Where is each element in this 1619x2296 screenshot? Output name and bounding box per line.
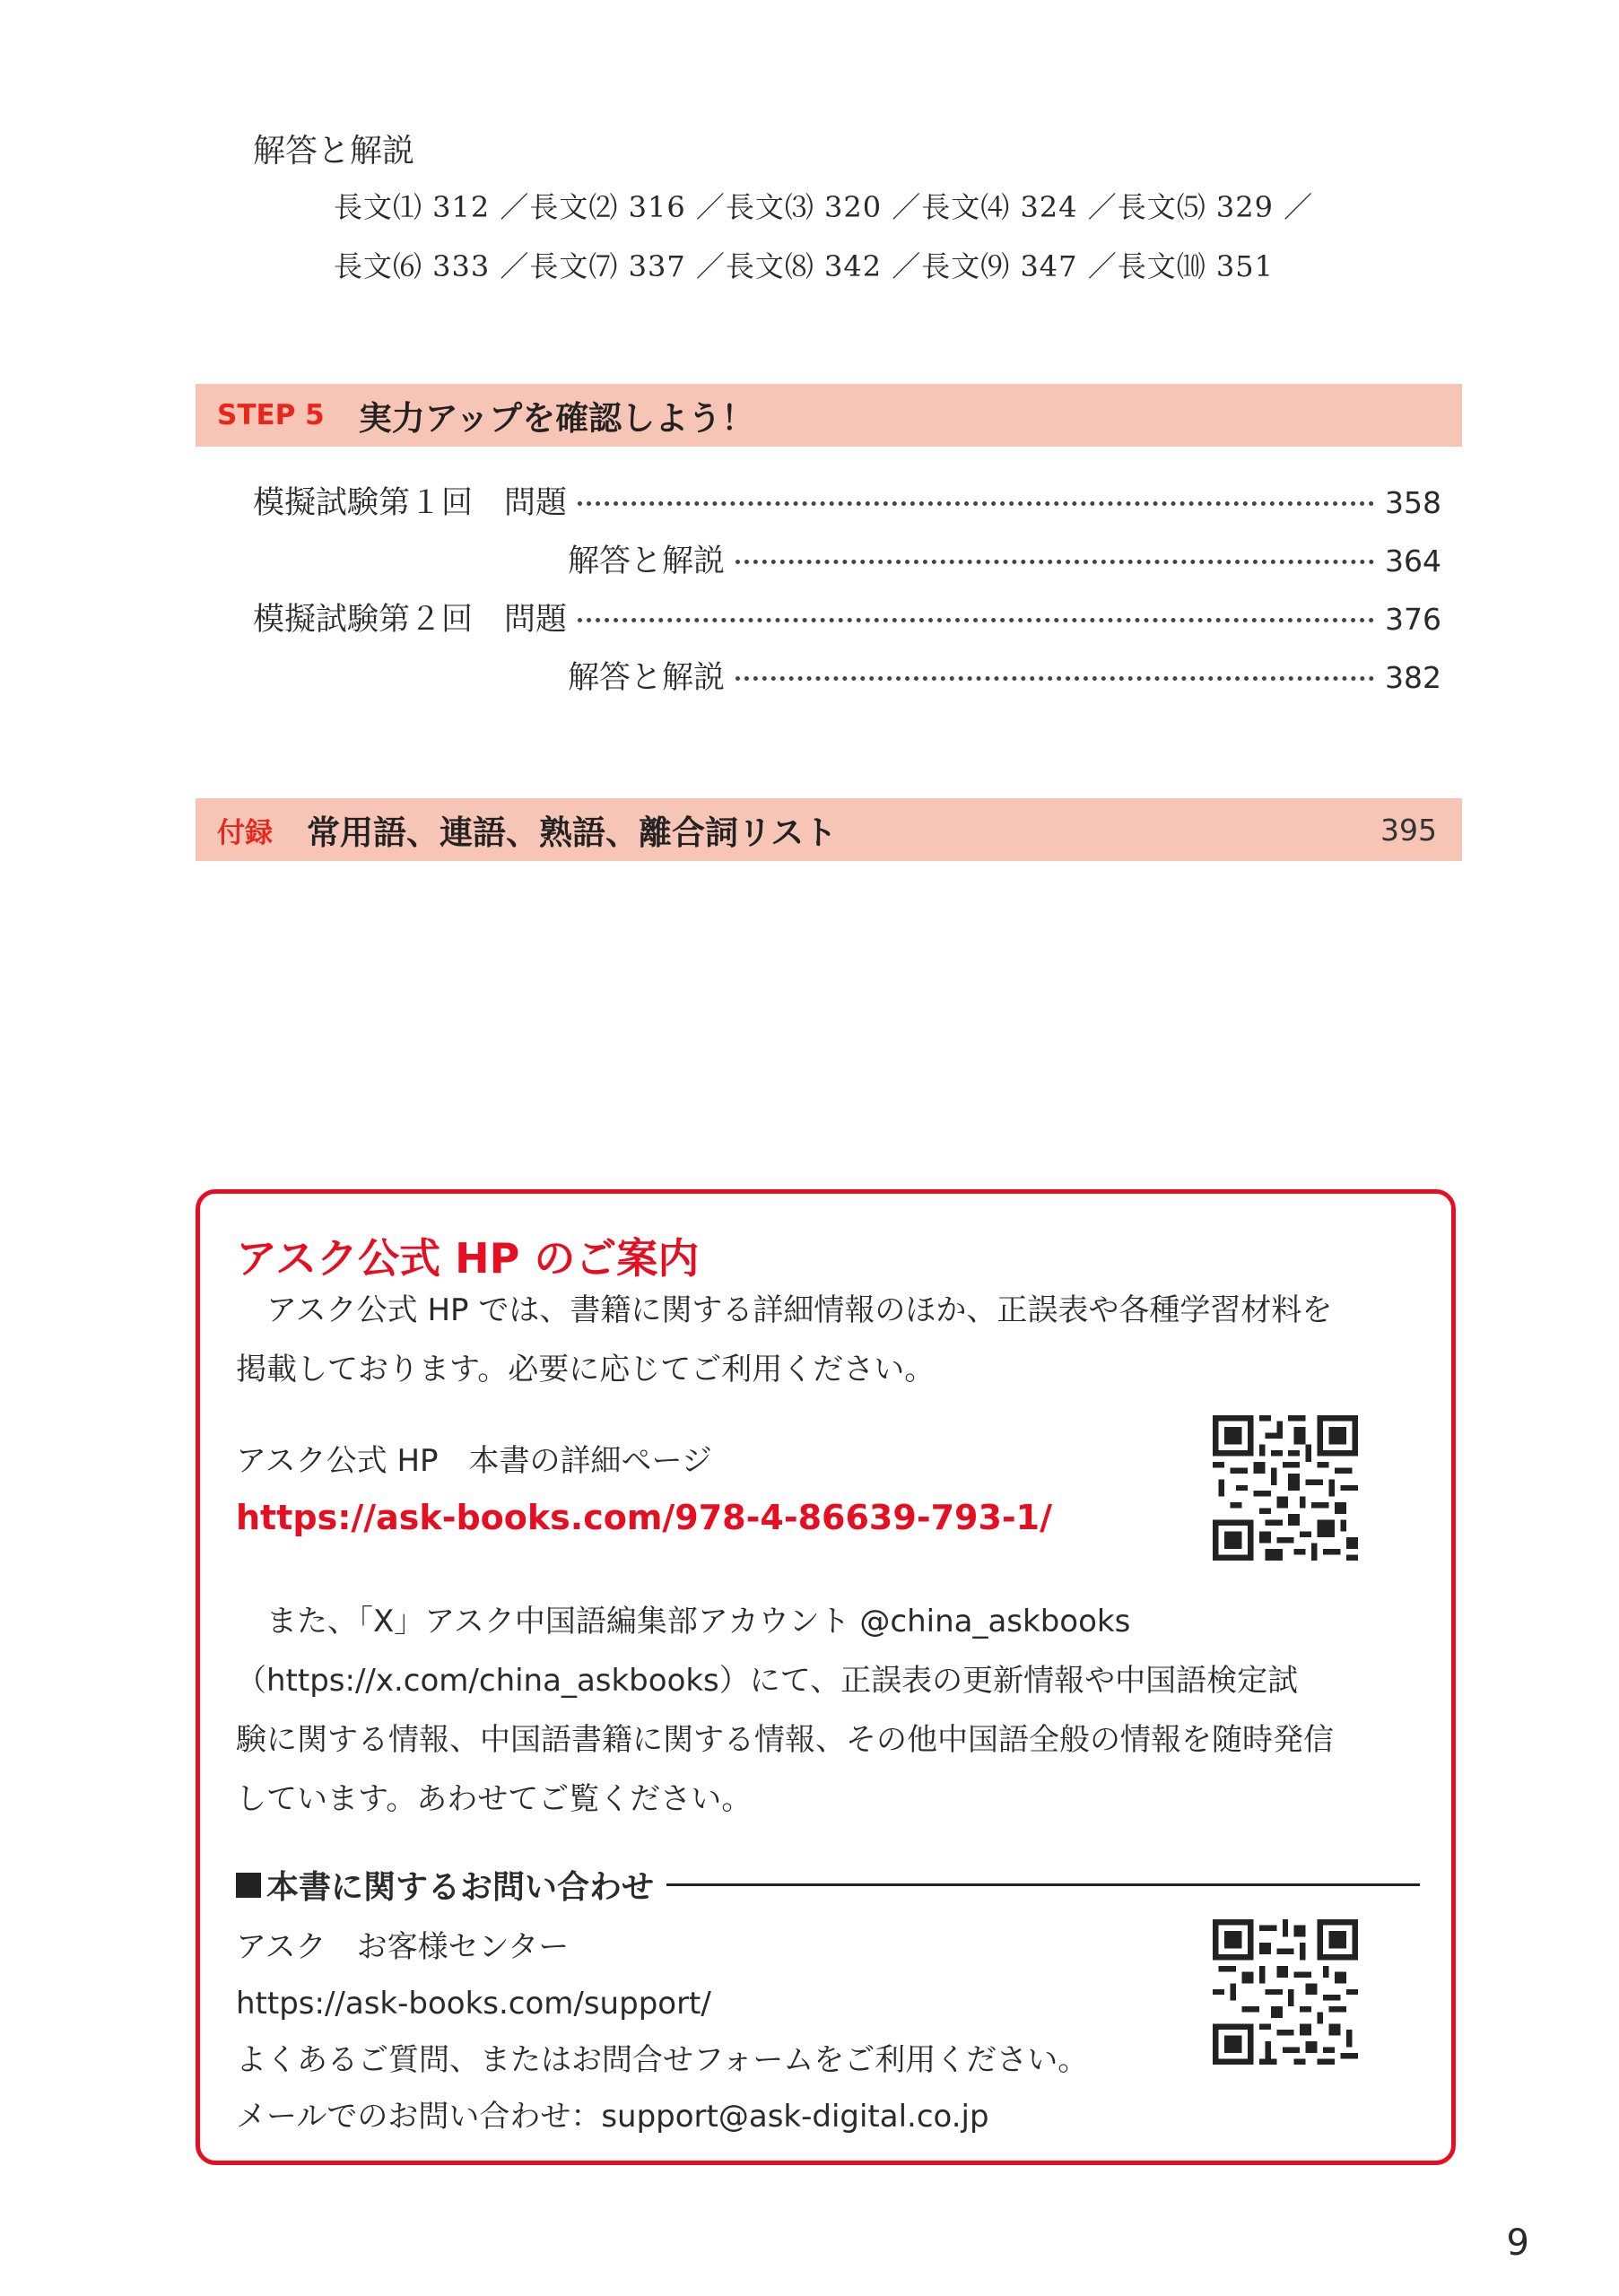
step5-title: 実力アップを確認しよう！	[358, 399, 755, 438]
page-number: 9	[1506, 2222, 1529, 2264]
intro-line-1: アスク公式 HP では、書籍に関する詳細情報のほか、正誤表や各種学習材料を	[236, 1292, 1333, 1328]
appendix-band[interactable]	[196, 798, 1462, 861]
answers-line-2: 長文⑹ 333 ／長文⑺ 337 ／長文⑻ 342 ／長文⑼ 347 ／長文⑽ 351	[334, 249, 1274, 283]
x-info-line-4: しています。あわせてご覧ください。	[236, 1781, 753, 1817]
x-info-line-1: また、「X」アスク中国語編集部アカウント @china_askbooks	[236, 1604, 1131, 1639]
black-square-icon	[236, 1873, 261, 1898]
toc-row-exam2-answers[interactable]	[568, 653, 1441, 698]
answers-line-1: 長文⑴ 312 ／長文⑵ 316 ／長文⑶ 320 ／長文⑷ 324 ／長文⑸ 329 ／	[334, 190, 1314, 224]
qr-code-support-icon[interactable]	[1213, 1919, 1358, 2065]
toc-page: 376	[1385, 602, 1441, 637]
toc-page: 364	[1385, 544, 1441, 578]
heading-rule	[666, 1883, 1420, 1886]
x-info-line-3: 験に関する情報、中国語書籍に関する情報、その他中国語全般の情報を随時発信	[236, 1722, 1334, 1758]
detail-page-link[interactable]: https://ask-books.com/978-4-86639-793-1/	[236, 1498, 1052, 1537]
appendix-page: 395	[1380, 812, 1437, 848]
toc-page: 358	[1385, 485, 1441, 520]
toc-label: 模擬試験第１回 問題	[253, 485, 568, 521]
appendix-tag: 付録	[217, 816, 273, 849]
contact-support-link[interactable]: https://ask-books.com/support/	[236, 1986, 711, 2022]
contact-heading	[236, 1862, 1420, 1908]
answers-heading: 解答と解説	[253, 133, 415, 170]
dot-leader	[736, 560, 1374, 564]
appendix-title: 常用語、連語、熟語、離合詞リスト	[307, 813, 838, 852]
detail-page-label: アスク公式 HP 本書の詳細ページ	[236, 1443, 712, 1479]
contact-center: アスク お客様センター	[236, 1929, 570, 1965]
step5-band	[196, 384, 1462, 447]
info-box-title: アスク公式 HP のご案内	[236, 1234, 700, 1283]
dot-leader	[736, 676, 1374, 681]
toc-page: 382	[1385, 660, 1441, 695]
intro-line-2: 掲載しております。必要に応じてご利用ください。	[236, 1352, 936, 1387]
qr-code-detail-icon[interactable]	[1213, 1415, 1358, 1561]
contact-heading-text: 本書に関するお問い合わせ	[266, 1869, 655, 1906]
toc-row-exam2-questions[interactable]	[253, 595, 1441, 639]
x-info-line-2: （https://x.com/china_askbooks）にて、正誤表の更新情報や中国語検定試	[236, 1663, 1299, 1699]
step5-tag: STEP 5	[217, 399, 325, 431]
dot-leader	[578, 618, 1374, 622]
dot-leader	[578, 501, 1374, 506]
toc-row-exam1-questions[interactable]	[253, 478, 1441, 523]
toc-label: 解答と解説	[568, 544, 726, 579]
toc-row-exam1-answers[interactable]	[568, 536, 1441, 581]
toc-label: 解答と解説	[568, 660, 726, 696]
contact-email: メールでのお問い合わせ：support@ask-digital.co.jp	[236, 2099, 989, 2135]
contact-faq-text: よくあるご質問、またはお問合せフォームをご利用ください。	[236, 2042, 1089, 2078]
toc-label: 模擬試験第２回 問題	[253, 602, 568, 638]
